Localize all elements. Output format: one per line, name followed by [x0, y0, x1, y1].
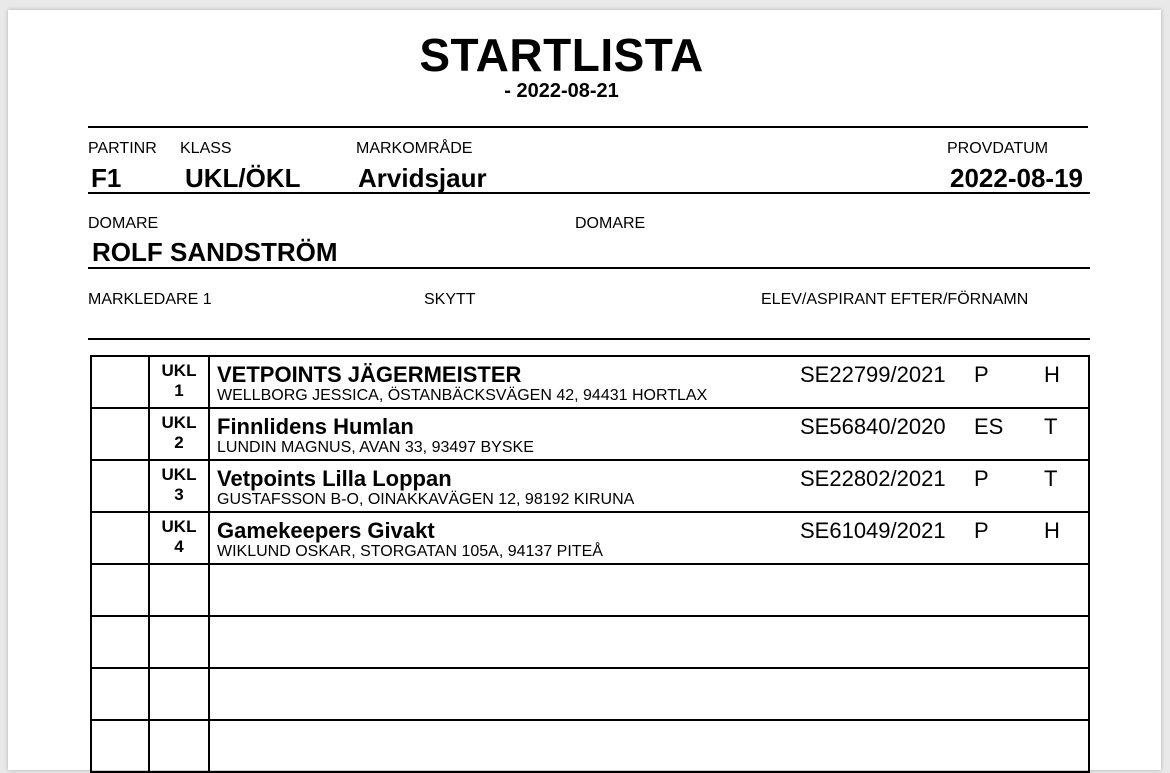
- registration-number: SE61049/2021: [800, 518, 946, 543]
- category: P: [974, 466, 989, 491]
- page-title: STARTLISTA: [419, 29, 704, 81]
- class-cell: [150, 565, 210, 615]
- empty-cell: [92, 669, 150, 719]
- dog-name: Finnlidens Humlan: [217, 414, 414, 439]
- class-cell: [150, 669, 210, 719]
- class-label: UKL: [161, 517, 197, 536]
- start-number: 1: [174, 381, 184, 400]
- class-label: UKL: [161, 465, 197, 484]
- entry-cell: [210, 669, 1088, 719]
- empty-cell: [92, 617, 150, 667]
- sex: H: [1044, 362, 1060, 387]
- class-cell: [150, 513, 210, 563]
- category: P: [974, 362, 989, 387]
- start-number: 2: [174, 433, 184, 452]
- empty-cell: [92, 357, 150, 407]
- divider: [88, 338, 1090, 340]
- class-label: UKL: [161, 361, 197, 380]
- klass-value: UKL/ÖKL: [185, 163, 301, 193]
- page-date: - 2022-08-21: [504, 80, 619, 102]
- table-row: [92, 409, 1088, 461]
- dog-name: Gamekeepers Givakt: [217, 518, 435, 543]
- dog-name: VETPOINTS JÄGERMEISTER: [217, 362, 522, 387]
- table-row: [92, 513, 1088, 565]
- owner-info: LUNDIN MAGNUS, AVAN 33, 93497 BYSKE: [217, 439, 534, 456]
- owner-info: WIKLUND OSKAR, STORGATAN 105A, 94137 PITEÅ: [217, 543, 603, 560]
- class-label: UKL: [161, 413, 197, 432]
- owner-info: WELLBORG JESSICA, ÖSTANBÄCKSVÄGEN 42, 94431 HORTLAX: [217, 387, 708, 404]
- entry-cell: [210, 357, 1088, 407]
- startlist-table: [90, 355, 1090, 773]
- entry-cell: [210, 617, 1088, 667]
- markomrade-label: MARKOMRÅDE: [356, 140, 473, 157]
- start-number: 3: [174, 485, 184, 504]
- markledare-label: MARKLEDARE 1: [88, 291, 212, 308]
- divider: [88, 192, 1090, 194]
- partinr-label: PARTINR: [88, 140, 157, 157]
- markomrade-value: Arvidsjaur: [358, 163, 487, 193]
- provdatum-label: PROVDATUM: [947, 140, 1049, 157]
- klass-label: KLASS: [180, 140, 232, 157]
- entry-cell: [210, 409, 1088, 459]
- empty-cell: [92, 721, 150, 771]
- entry-cell: [210, 721, 1088, 771]
- empty-cell: [92, 513, 150, 563]
- empty-cell: [92, 409, 150, 459]
- provdatum-value: 2022-08-19: [950, 163, 1083, 193]
- entry-cell: [210, 565, 1088, 615]
- empty-cell: [92, 461, 150, 511]
- domare1-label: DOMARE: [88, 215, 159, 232]
- table-row: [92, 357, 1088, 409]
- sex: H: [1044, 518, 1060, 543]
- entry-cell: [210, 513, 1088, 563]
- skytt-label: SKYTT: [424, 291, 476, 308]
- domare2-label: DOMARE: [575, 215, 646, 232]
- class-cell: [150, 357, 210, 407]
- sex: T: [1044, 466, 1058, 491]
- table-row: [92, 721, 1088, 773]
- owner-info: GUSTAFSSON B-O, OINAKKAVÄGEN 12, 98192 KIRUNA: [217, 491, 635, 508]
- registration-number: SE56840/2020: [800, 414, 946, 439]
- empty-cell: [92, 565, 150, 615]
- class-cell: [150, 721, 210, 771]
- table-row: [92, 669, 1088, 721]
- class-cell: [150, 461, 210, 511]
- class-cell: [150, 617, 210, 667]
- divider: [88, 267, 1090, 269]
- dog-name: Vetpoints Lilla Loppan: [217, 466, 452, 491]
- sex: T: [1044, 414, 1058, 439]
- registration-number: SE22802/2021: [800, 466, 946, 491]
- divider: [88, 126, 1088, 128]
- elev-label: ELEV/ASPIRANT EFTER/FÖRNAMN: [761, 291, 1029, 308]
- table-row: [92, 565, 1088, 617]
- class-cell: [150, 409, 210, 459]
- document-page: [8, 10, 1161, 770]
- partinr-value: F1: [91, 163, 122, 193]
- table-row: [92, 617, 1088, 669]
- registration-number: SE22799/2021: [800, 362, 946, 387]
- table-row: [92, 461, 1088, 513]
- entry-cell: [210, 461, 1088, 511]
- domare1-value: ROLF SANDSTRÖM: [92, 237, 338, 267]
- category: P: [974, 518, 989, 543]
- category: ES: [974, 414, 1004, 439]
- start-number: 4: [174, 537, 184, 556]
